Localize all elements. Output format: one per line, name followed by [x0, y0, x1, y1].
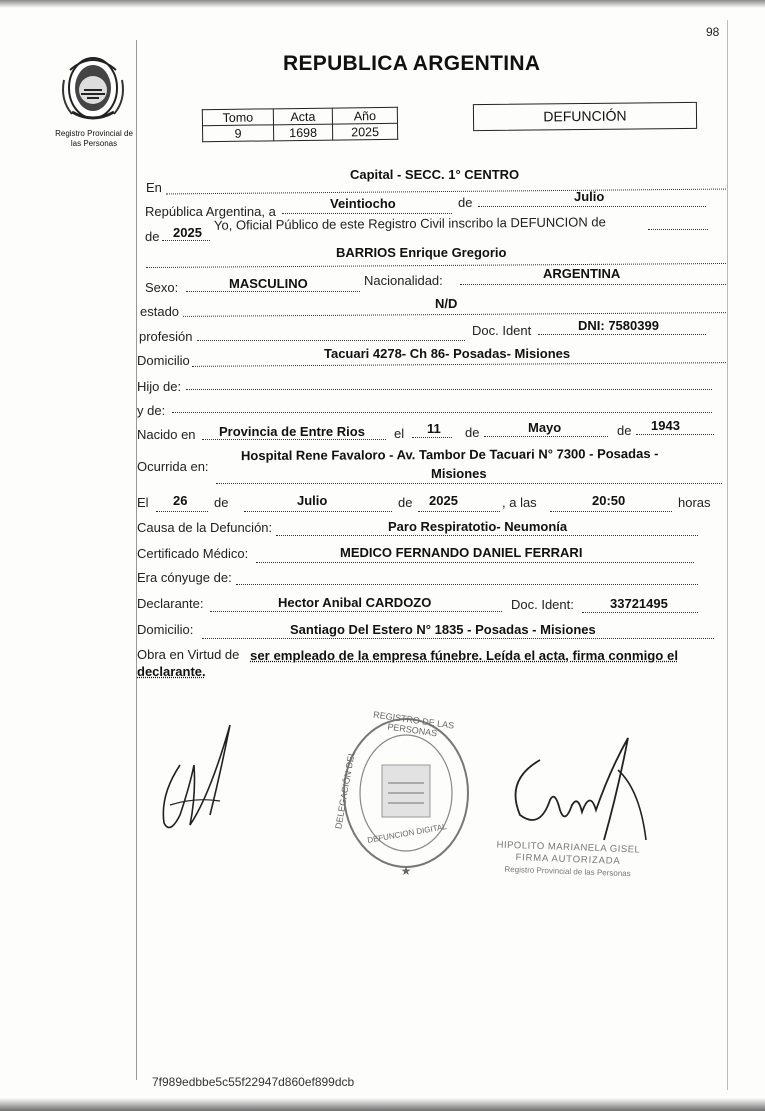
dots-estado [183, 312, 726, 317]
label-hijo-de: Hijo de: [137, 379, 182, 394]
dots-sexo [186, 291, 360, 292]
dots-anio [162, 240, 210, 241]
dots-declarante [210, 611, 502, 612]
label-republica: República Argentina, a [145, 204, 276, 219]
label-doc-ident-2: Doc. Ident: [511, 597, 574, 612]
doc-type-box [473, 102, 697, 131]
dots-nac-mes [484, 436, 608, 437]
stamp-line-2: FIRMA AUTORIZADA [515, 852, 621, 867]
label-a-las: , a las [502, 495, 537, 510]
page-number: 98 [706, 25, 720, 39]
value-obra-2: declarante. [137, 664, 206, 679]
dots-mes [478, 206, 706, 207]
value-fallec-dia: 26 [173, 493, 188, 508]
value-nac-dia: 11 [427, 421, 441, 436]
dots-fallec-anio [418, 511, 500, 512]
province-emblem [58, 50, 128, 125]
value-domicilio: Tacuari 4278- Ch 86- Posadas- Misiones [324, 346, 571, 361]
dots-nacionalidad [460, 284, 726, 285]
dots-conyuge [236, 584, 698, 585]
label-de-3: de [465, 425, 480, 440]
dots-certificado [256, 562, 694, 563]
label-yo-oficial: Yo, Oficial Público de este Registro Civil inscribo la DEFUNCION de [213, 214, 606, 233]
value-mes: Julio [574, 189, 605, 204]
label-domicilio: Domicilio [137, 353, 190, 368]
dots-ocurrida [216, 483, 722, 484]
value-nombre: BARRIOS Enrique Gregorio [336, 245, 507, 260]
label-el-1: el [394, 426, 405, 441]
label-declarante: Declarante: [137, 596, 204, 611]
label-obra: Obra en Virtud de [137, 647, 240, 662]
dots-decl-doc [582, 612, 698, 613]
value-obra: ser empleado de la empresa fúnebre. Leída el acta, firma conmigo el [250, 648, 679, 663]
value-decl-doc: 33721495 [610, 596, 668, 611]
registry-name [40, 129, 148, 149]
value-fallec-anio: 2025 [429, 493, 458, 508]
dots-nac-anio [636, 434, 714, 435]
value-estado: N/D [435, 296, 458, 311]
dots-en [166, 189, 726, 195]
official-signature [500, 730, 660, 850]
registry-line-1: Registro Provincial de [55, 129, 133, 138]
seal-text-left: DELEGACIÓN DEL [333, 750, 357, 830]
dots-domicilio [192, 362, 726, 367]
table-cell-acta: 1698 [274, 124, 333, 141]
label-nacido-en: Nacido en [137, 427, 196, 442]
table-header-anio: Año [332, 107, 397, 124]
dots-hijo-de [186, 389, 712, 390]
stamp-line-1: HIPOLITO MARIANELA GISEL [496, 839, 641, 856]
authorized-stamp [487, 839, 648, 881]
official-seal [333, 709, 474, 883]
value-causa: Paro Respiratotio- Neumonía [388, 519, 568, 534]
label-ocurrida-en: Ocurrida en: [137, 459, 209, 474]
doc-type-label: DEFUNCIÓN [543, 107, 627, 125]
value-nac-anio: 1943 [651, 418, 680, 433]
dots-profesion [197, 340, 465, 341]
dots-nac-dia [412, 437, 452, 438]
value-dia: Veintiocho [330, 196, 396, 211]
value-sexo: MASCULINO [229, 276, 308, 291]
dots-y-de [172, 412, 712, 413]
value-nac-mes: Mayo [528, 420, 562, 435]
registry-line-2: las Personas [70, 139, 118, 148]
label-en: En [146, 180, 162, 195]
value-fallec-mes: Julio [297, 493, 328, 508]
value-nacido-en: Provincia de Entre Rios [219, 424, 365, 439]
label-de-4: de [617, 423, 632, 438]
top-scan-edge [0, 0, 765, 8]
dots-fallec-dia [156, 511, 208, 512]
label-de-2: de [145, 229, 160, 244]
value-certificado: MEDICO FERNANDO DANIEL FERRARI [340, 545, 583, 560]
declarant-signature [150, 705, 250, 845]
value-decl-domicilio: Santiago Del Estero N° 1835 - Posadas - Misiones [290, 622, 596, 637]
dots-hora [550, 511, 672, 512]
record-table [202, 107, 398, 142]
value-ocurrida-line1: Hospital Rene Favaloro - Av. Tambor De Tacuari N° 7300 - Posadas - [240, 445, 659, 464]
label-certificado: Certificado Médico: [137, 546, 249, 561]
dots-fallec-mes [244, 511, 392, 512]
table-cell-anio: 2025 [332, 123, 397, 140]
right-margin-line [727, 20, 728, 1090]
dots-causa [276, 535, 698, 536]
label-de-5: de [214, 495, 229, 510]
dots-dia [282, 213, 452, 214]
label-y-de: y de: [137, 403, 166, 418]
label-nacionalidad: Nacionalidad: [364, 273, 443, 288]
label-sexo: Sexo: [145, 280, 179, 295]
dots-nacido-en [202, 439, 386, 440]
bottom-scan-edge [0, 1098, 765, 1111]
label-estado: estado [140, 304, 180, 319]
label-horas: horas [678, 495, 711, 510]
dots-yo [648, 229, 708, 230]
label-conyuge: Era cónyuge de: [137, 570, 232, 585]
table-header-tomo: Tomo [202, 109, 273, 126]
label-de-1: de [458, 195, 473, 210]
table-header-acta: Acta [273, 108, 332, 125]
value-dni: DNI: 7580399 [578, 318, 659, 333]
label-el-2: El [137, 495, 149, 510]
value-ocurrida-line2: Misiones [431, 466, 487, 481]
label-de-6: de [398, 495, 413, 510]
label-domicilio-2: Domicilio: [137, 622, 194, 637]
dots-domicilio-2 [202, 638, 714, 639]
dots-dni [538, 334, 706, 335]
table-cell-tomo: 9 [203, 125, 274, 142]
value-hora: 20:50 [592, 493, 626, 508]
label-profesion: profesión [139, 329, 193, 344]
page-title: REPUBLICA ARGENTINA [283, 52, 541, 75]
svg-text:★: ★ [400, 864, 412, 878]
value-lugar: Capital - SECC. 1° CENTRO [350, 167, 520, 182]
label-doc-ident: Doc. Ident [472, 323, 532, 338]
value-nacionalidad: ARGENTINA [543, 266, 621, 281]
value-anio: 2025 [173, 225, 202, 240]
label-causa: Causa de la Defunción: [137, 520, 273, 535]
footer-hash: 7f989edbbe5c55f22947d860ef899dcb [152, 1075, 355, 1089]
value-declarante: Hector Anibal CARDOZO [278, 595, 432, 610]
stamp-line-3: Registro Provincial de las Personas [504, 864, 631, 879]
dots-nombre [146, 263, 726, 268]
seal-text-top: REGISTRO DE LAS PERSONAS [372, 709, 455, 739]
seal-text-bottom: DEFUNCION DIGITAL [366, 822, 448, 845]
